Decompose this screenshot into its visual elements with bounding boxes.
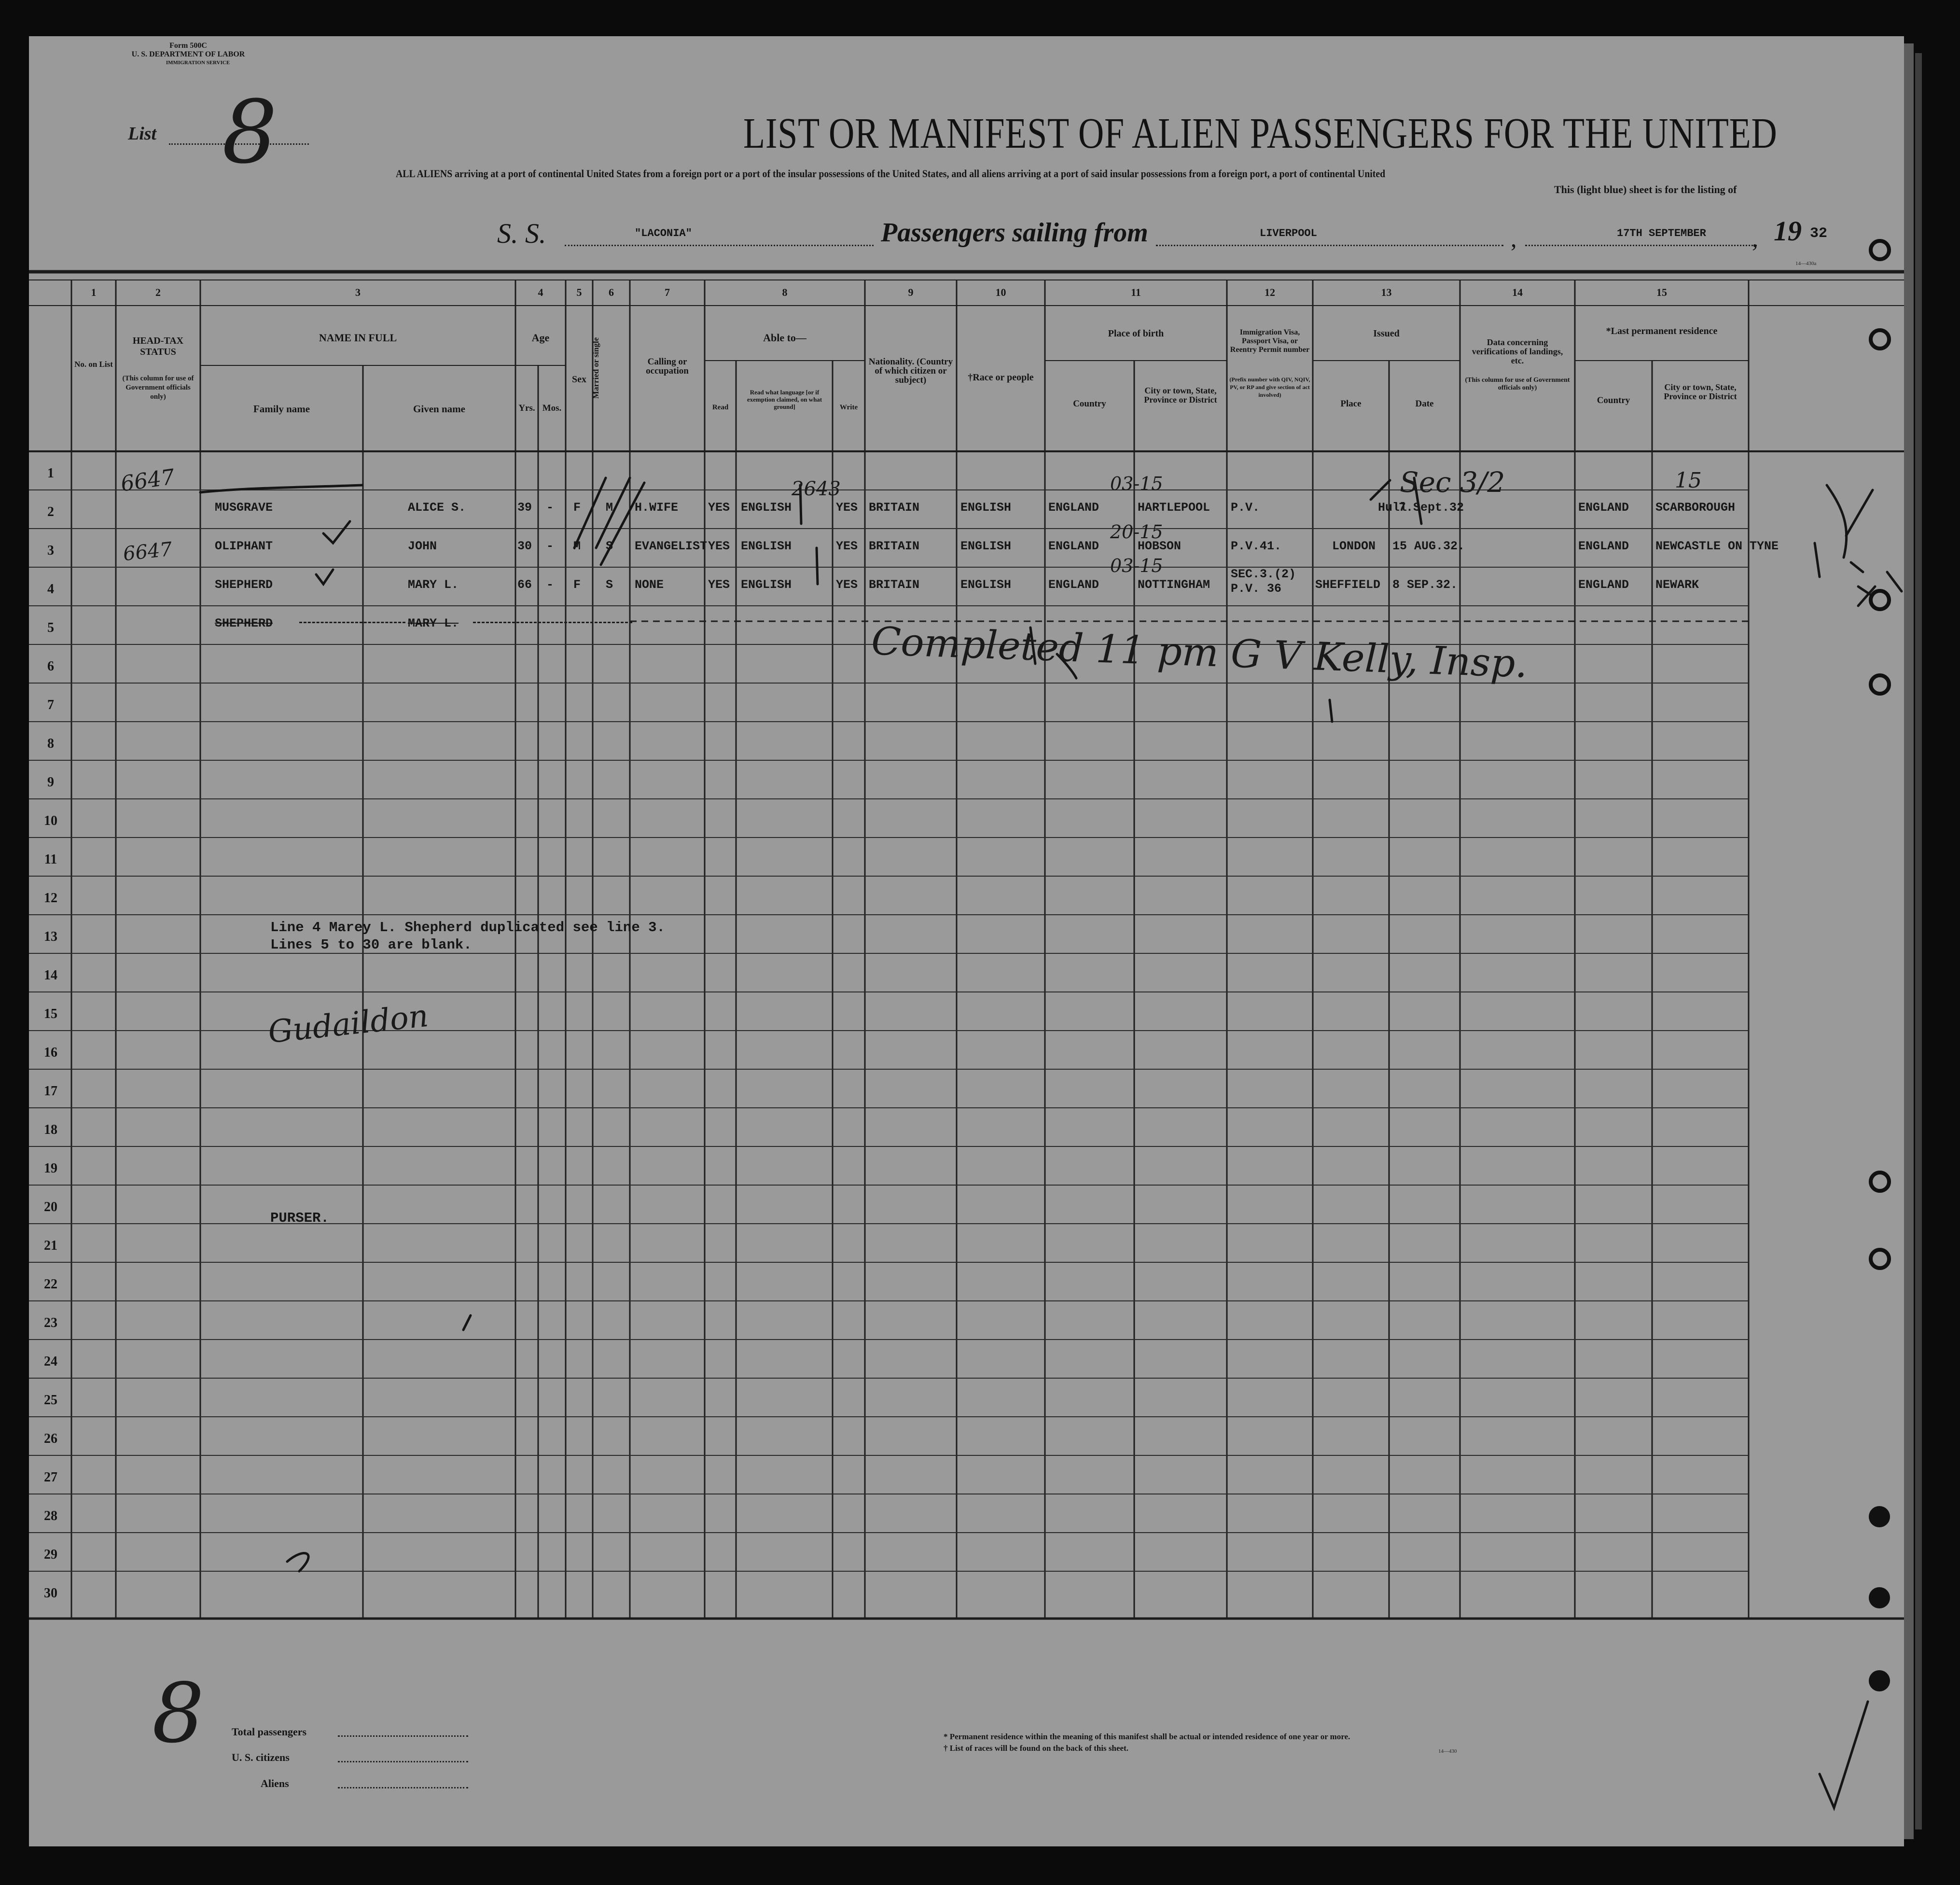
hdr-no-on-list: No. on List — [74, 360, 113, 369]
table-cell-read: YES — [708, 578, 730, 592]
colnum-12: 12 — [1265, 286, 1275, 298]
table-cell-res-city: NEWCASTLE ON TYNE — [1655, 539, 1779, 553]
row-number: 14 — [44, 968, 57, 983]
binding-hole — [1869, 1670, 1890, 1691]
hdr-calling: Calling or occupation — [646, 357, 689, 376]
handwritten-code-row1: 2643 — [792, 478, 841, 500]
handwritten-taxcode-3: 6647 — [122, 538, 173, 566]
binding-hole-ring — [1869, 1171, 1891, 1193]
table-cell-mos: - — [546, 501, 554, 515]
subtitle-line2: This (light blue) sheet is for the listing of — [1554, 183, 1737, 195]
table-cell-given: MARY L. — [408, 578, 459, 592]
table-cell-married: M — [606, 501, 613, 515]
handwritten-birth-code-1: 03-15 — [1110, 473, 1163, 494]
row4-dash-2 — [473, 622, 632, 623]
hdr-res-country: Country — [1597, 395, 1630, 405]
table-cell-given: JOHN — [408, 539, 437, 553]
handwritten-completed-note: Completed 11 pm G V Kelly, Insp. — [870, 618, 1529, 686]
list-label: List — [128, 124, 157, 144]
handwritten-list-number: 8 — [152, 1666, 205, 1761]
department-label: U. S. DEPARTMENT OF LABOR — [131, 50, 245, 58]
table-cell-family: MUSGRAVE — [215, 501, 273, 515]
hdr-nationality: Nationality. (Country of which citizen or subject) — [868, 357, 953, 385]
year-suffix: 32 — [1810, 225, 1828, 242]
note-duplicate: Line 4 Marey L. Shepherd duplicated see line 3. — [270, 920, 665, 936]
table-cell-issued-date: 15 AUG.32. — [1392, 539, 1465, 553]
colnum-1: 1 — [91, 286, 97, 298]
row4-dash-1 — [299, 622, 405, 623]
table-cell-write: YES — [836, 539, 858, 553]
row-number: 10 — [44, 813, 57, 828]
table-cell-res-country: ENGLAND — [1578, 501, 1629, 515]
table-cell-nationality: BRITAIN — [869, 578, 920, 592]
comma2: , — [1752, 225, 1758, 252]
row-number: 17 — [44, 1084, 57, 1099]
table-cell-sex: M — [573, 539, 581, 553]
hdr-head-tax: HEAD-TAX STATUS — [132, 335, 184, 357]
hdr-issued-place: Place — [1340, 399, 1362, 409]
ss-label: S. S. — [497, 218, 546, 249]
row-number: 20 — [44, 1200, 57, 1215]
binding-hole-ring — [1869, 673, 1891, 696]
note-blank: Lines 5 to 30 are blank. — [270, 937, 472, 953]
row-number: 16 — [44, 1045, 57, 1060]
table-cell-issued-place: Hull — [1378, 501, 1407, 515]
binding-hole-ring — [1869, 1248, 1891, 1270]
hdr-issued-date: Date — [1415, 399, 1434, 409]
table-cell-family-struck: SHEPHERD — [215, 616, 273, 630]
row-number: 27 — [44, 1470, 57, 1485]
corner-code: 14—430a — [1795, 261, 1817, 266]
table-cell-race: ENGLISH — [960, 539, 1012, 553]
table-cell-birth-city: HOBSON — [1138, 539, 1182, 553]
colnum-11: 11 — [1131, 286, 1141, 298]
table-cell-birth-country: ENGLAND — [1048, 501, 1099, 515]
table-cell-yrs: 39 — [517, 501, 532, 515]
row-number: 2 — [47, 504, 54, 519]
colnum-4: 4 — [538, 286, 543, 298]
footer-note-races: † List of races will be found on the back of this sheet. — [944, 1744, 1128, 1753]
footer-us-citizens: U. S. citizens — [232, 1751, 290, 1763]
table-cell-married: S — [606, 539, 613, 553]
table-cell-read: YES — [708, 501, 730, 515]
colnum-6: 6 — [609, 286, 614, 298]
list-number: 8 — [222, 82, 278, 183]
row-number: 25 — [44, 1393, 57, 1408]
table-cell-given: ALICE S. — [408, 501, 466, 515]
table-cell-sex: F — [573, 501, 581, 515]
sailing-label: Passengers sailing from — [881, 218, 1148, 248]
row-number: 30 — [44, 1586, 57, 1601]
hdr-sex: Sex — [572, 374, 586, 385]
row-number: 12 — [44, 891, 57, 906]
colnum-5: 5 — [576, 286, 582, 298]
stacked-page-edge — [1915, 53, 1922, 1829]
table-cell-res-city: NEWARK — [1655, 578, 1699, 592]
binding-hole-ring — [1869, 239, 1891, 261]
footer-total-line — [338, 1735, 468, 1737]
hdr-read-language: Read what language [or if exemption claimed, on what ground] — [747, 389, 822, 410]
table-cell-married: S — [606, 578, 613, 592]
handwritten-taxcode-1: 6647 — [119, 464, 176, 497]
table-cell-res-country: ENGLAND — [1578, 578, 1629, 592]
binding-hole — [1869, 1506, 1890, 1527]
table-cell-nationality: BRITAIN — [869, 539, 920, 553]
binding-hole — [1869, 1587, 1890, 1608]
colnum-8: 8 — [782, 286, 788, 298]
table-cell-res-city: SCARBOROUGH — [1655, 501, 1736, 515]
colnum-7: 7 — [665, 286, 670, 298]
table-cell-yrs: 30 — [517, 539, 532, 553]
table-cell-race: ENGLISH — [960, 578, 1012, 592]
colnum-10: 10 — [995, 286, 1006, 298]
colnum-15: 15 — [1656, 286, 1667, 298]
row-number: 7 — [47, 698, 54, 712]
footer-code: 14—430 — [1438, 1748, 1457, 1754]
table-cell-calling: EVANGELIST — [635, 539, 708, 553]
subtitle-text: arriving at a port of continental United States from a foreign port or a port of the insular possessions of the United States, and all aliens arriving at a port of said insular possessions from a foreign port, a port of continental United — [455, 168, 1386, 180]
hdr-race: †Race or people — [968, 372, 1034, 383]
row-number: 15 — [44, 1006, 57, 1021]
stacked-page-edge — [1904, 43, 1914, 1839]
table-cell-nationality: BRITAIN — [869, 501, 920, 515]
manifest-sheet — [29, 36, 1904, 1846]
table-cell-issued-place: LONDON — [1332, 539, 1376, 553]
handwritten-birth-code-2: 20-15 — [1110, 521, 1163, 543]
table-cell-write: YES — [836, 501, 858, 515]
table-cell-birth-country: ENGLAND — [1048, 539, 1099, 553]
table-cell-mos: - — [546, 578, 554, 592]
hdr-data-concerning: Data concerning verifications of landings, etc. — [1472, 337, 1563, 365]
hdr-write: Write — [839, 404, 858, 411]
hdr-data-note: (This column for use of Government officials only) — [1465, 377, 1570, 391]
subtitle-bold: ALL ALIENS — [396, 168, 453, 180]
row-number: 11 — [44, 852, 57, 867]
row-number: 5 — [47, 620, 54, 635]
hdr-mos: Mos. — [542, 403, 562, 413]
row-number: 18 — [44, 1122, 57, 1137]
table-cell-calling: NONE — [635, 578, 664, 592]
row-number: 23 — [44, 1315, 57, 1330]
note-purser: PURSER. — [270, 1210, 329, 1226]
service-label: IMMIGRATION SERVICE — [166, 60, 230, 66]
row-number: 13 — [44, 929, 57, 944]
row-number: 19 — [44, 1161, 57, 1176]
row-number: 1 — [47, 466, 54, 481]
table-cell-sex: F — [573, 578, 581, 592]
ship-name: "LACONIA" — [635, 227, 692, 239]
handwritten-issued-mark: Sec 3/2 — [1400, 466, 1505, 499]
table-cell-read: YES — [708, 539, 730, 553]
sailing-date: 17TH SEPTEMBER — [1617, 227, 1706, 239]
table-cell-issued-place: SHEFFIELD — [1315, 578, 1381, 592]
hdr-issued: Issued — [1373, 328, 1400, 339]
footer-aliens-line — [338, 1787, 468, 1788]
hdr-family-name: Family name — [253, 403, 310, 415]
binding-hole-ring — [1869, 328, 1891, 350]
hdr-age: Age — [531, 332, 550, 344]
handwritten-birth-code-3: 03-15 — [1110, 555, 1163, 576]
hdr-last-residence: *Last permanent residence — [1606, 326, 1718, 336]
table-cell-birth-city: HARTLEPOOL — [1138, 501, 1210, 515]
table-cell-language: ENGLISH — [741, 501, 792, 515]
row-number: 3 — [47, 543, 54, 558]
table-cell-family: SHEPHERD — [215, 578, 273, 592]
comma: , — [1511, 225, 1517, 252]
table-cell-family: OLIPHANT — [215, 539, 273, 553]
row-number: 29 — [44, 1547, 57, 1562]
row-number: 9 — [47, 775, 54, 790]
table-cell-birth-country: ENGLAND — [1048, 578, 1099, 592]
hdr-head-tax-note: (This column for use of Government officials only) — [122, 375, 194, 401]
table-cell-res-country: ENGLAND — [1578, 539, 1629, 553]
row-number: 6 — [47, 659, 54, 674]
hdr-birth-country: Country — [1073, 399, 1106, 409]
footer-total-passengers: Total passengers — [232, 1726, 307, 1738]
table-cell-visa: P.V. — [1231, 501, 1260, 515]
colnum-13: 13 — [1381, 286, 1392, 298]
year-prefix: 19 — [1774, 215, 1802, 247]
row-number: 8 — [47, 736, 54, 751]
hdr-res-city: City or town, State, Province or District — [1664, 382, 1737, 401]
table-cell-calling: H.WIFE — [635, 501, 679, 515]
hdr-read: Read — [712, 404, 729, 411]
port-name: LIVERPOOL — [1260, 227, 1317, 239]
colnum-3: 3 — [355, 286, 361, 298]
hdr-yrs: Yrs. — [518, 403, 535, 413]
hdr-birth-city: City or town, State, Province or District — [1144, 386, 1217, 405]
table-cell-write: YES — [836, 578, 858, 592]
hdr-name-in-full: NAME IN FULL — [319, 332, 397, 344]
table-cell-language: ENGLISH — [741, 578, 792, 592]
page-title: LIST OR MANIFEST OF ALIEN PASSENGERS FOR THE UNITED — [743, 110, 1778, 157]
row-number: 4 — [47, 582, 54, 597]
hdr-place-of-birth: Place of birth — [1108, 328, 1164, 339]
table-cell-visa: P.V.41. — [1231, 539, 1282, 553]
footer-note-residence: * Permanent residence within the meaning of this manifest shall be actual or intended residence of one year or more. — [944, 1732, 1350, 1741]
colnum-2: 2 — [155, 286, 161, 298]
table-cell-birth-city: NOTTINGHAM — [1138, 578, 1210, 592]
footer-aliens: Aliens — [261, 1777, 289, 1789]
row-number: 22 — [44, 1277, 57, 1292]
colnum-9: 9 — [908, 286, 914, 298]
binding-hole-ring — [1869, 589, 1891, 611]
hdr-visa-note: (Prefix number with QIV, NQIV, PV, or RP and give section of act involved) — [1229, 376, 1310, 398]
table-cell-issued-date: 7.Sept.32 — [1399, 501, 1464, 515]
table-cell-visa-extra: SEC.3.(2) — [1231, 567, 1296, 581]
row-number: 24 — [44, 1354, 57, 1369]
handwritten-res-code: 15 — [1675, 468, 1702, 493]
hdr-given-name: Given name — [413, 403, 465, 415]
footer-us-line — [338, 1761, 468, 1762]
hdr-married: Married or single — [591, 337, 600, 399]
table-cell-given-struck: MARY L. — [408, 616, 459, 630]
hdr-visa: Immigration Visa, Passport Visa, or Reentry Permit number — [1230, 328, 1310, 354]
row-number: 26 — [44, 1431, 57, 1446]
table-cell-language: ENGLISH — [741, 539, 792, 553]
table-cell-yrs: 66 — [517, 578, 532, 592]
colnum-14: 14 — [1512, 286, 1523, 298]
handwritten-signature: Gudaildon — [266, 998, 431, 1051]
table-cell-mos: - — [546, 539, 554, 553]
table-cell-race: ENGLISH — [960, 501, 1012, 515]
table-cell-visa: P.V. 36 — [1231, 582, 1282, 596]
hdr-able-to: Able to— — [763, 332, 806, 344]
row-number: 21 — [44, 1238, 57, 1253]
table-cell-issued-date: 8 SEP.32. — [1392, 578, 1458, 592]
form-number: Form 500C — [169, 42, 207, 50]
row-number: 28 — [44, 1508, 57, 1523]
